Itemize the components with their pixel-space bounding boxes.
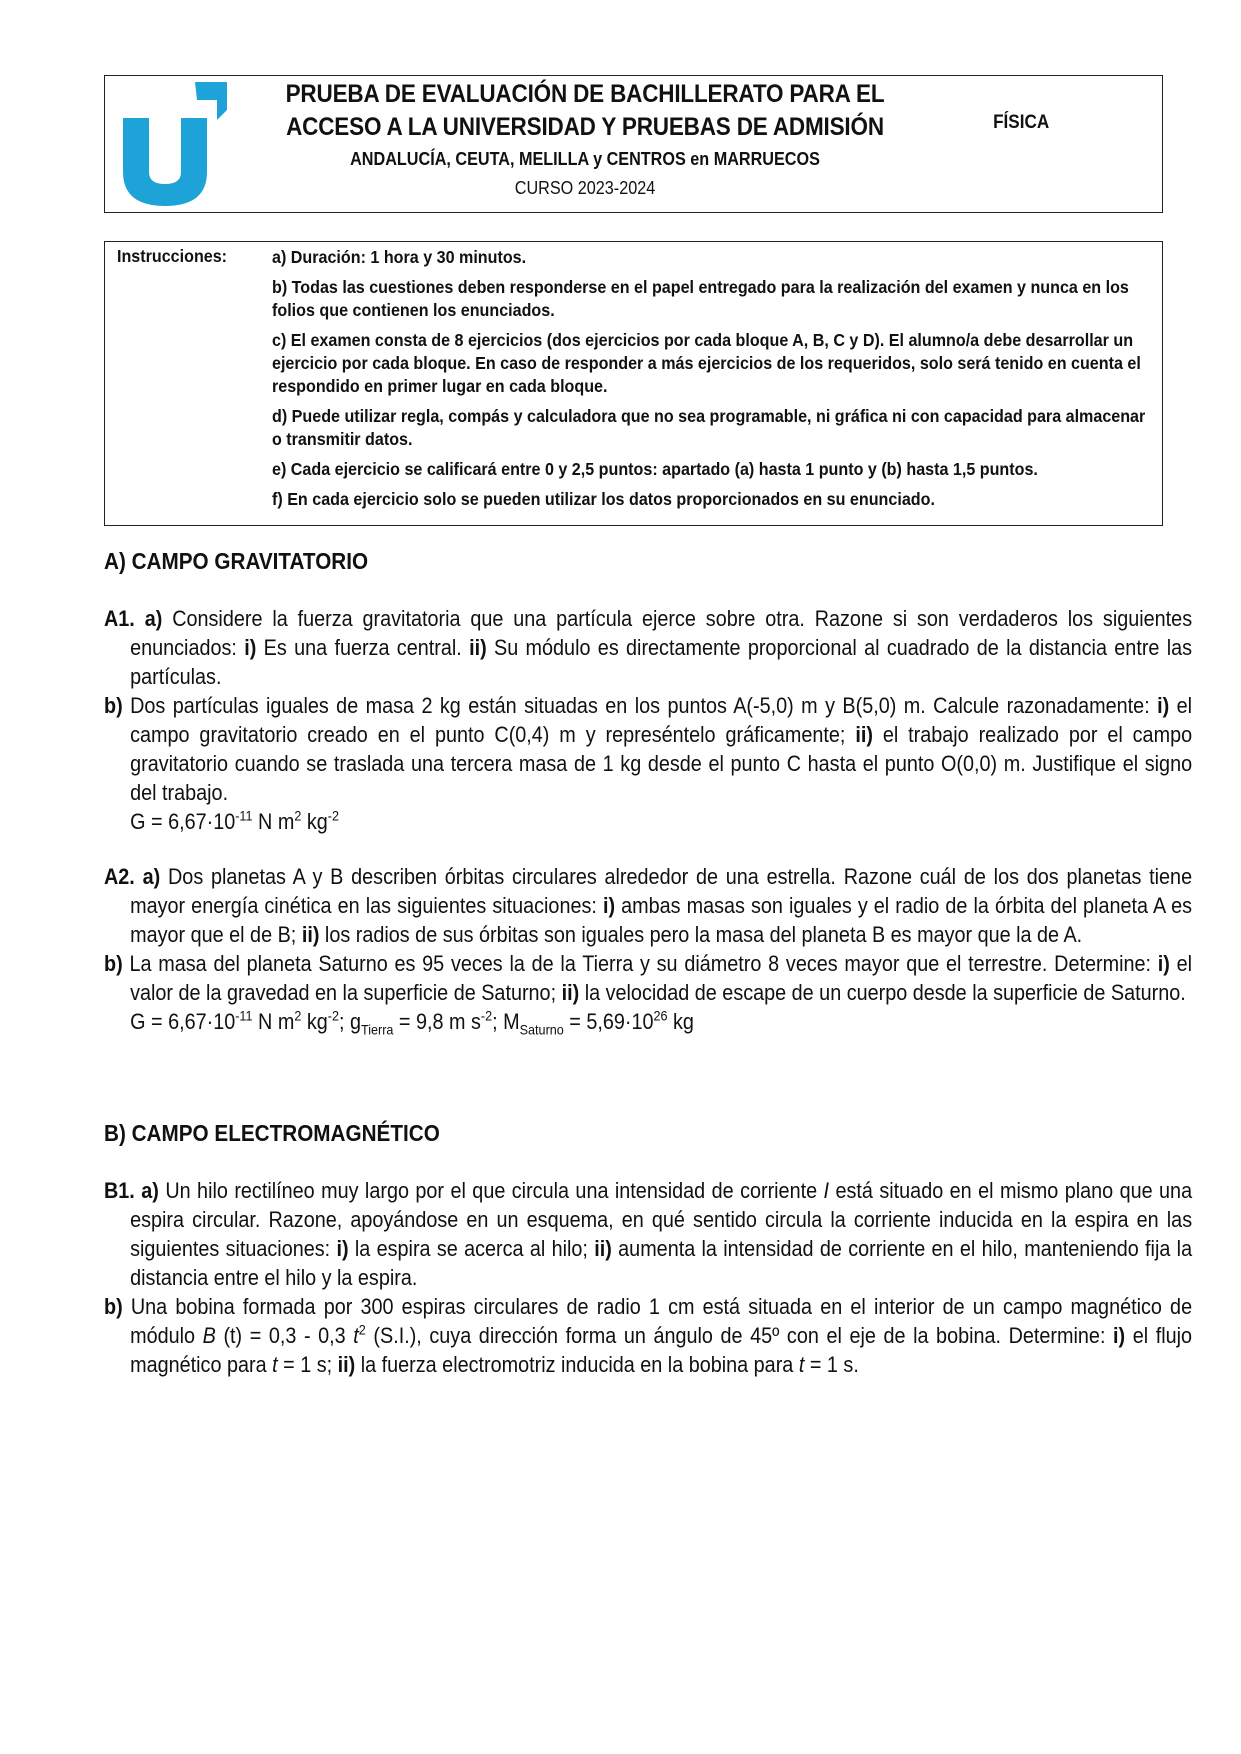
b1-part-a: [104, 1176, 1192, 1292]
part-label: a): [144, 606, 163, 631]
text: = 1 s.: [809, 1352, 859, 1377]
title-line-1: PRUEBA DE EVALUACIÓN DE BACHILLERATO PARA EL: [285, 80, 885, 108]
instruction-item: f) En cada ejercicio solo se pueden utilizar los datos proporcionados en su enunciado.: [272, 489, 935, 509]
instruction-item: b) Todas las cuestiones deben responderse en el papel entregado para la realización del examen y nunca en los folios que contienen los enunciados.: [272, 277, 1129, 320]
text: La masa del planeta Saturno es 95 veces la de la Tierra y su diámetro 8 veces mayor que el terrestre. Determine:: [129, 951, 1152, 976]
exponent: -11: [235, 1007, 253, 1024]
a1-part-b: [104, 691, 1192, 807]
a2-part-b: [104, 949, 1192, 1007]
sub-label: i): [336, 1236, 349, 1261]
sub-label: ii): [337, 1352, 356, 1377]
exponent: -2: [480, 1007, 493, 1024]
text: Dos partículas iguales de masa 2 kg están situadas en los puntos A(-5,0) m y B(5,0) m. Calcule razonadamente:: [130, 693, 1150, 718]
text: aumenta la intensidad de corriente en el hilo, manteniendo fija la distancia entre el hilo y la espira.: [130, 1236, 1193, 1290]
symbol: t: [353, 1323, 359, 1348]
symbol: t: [798, 1352, 805, 1377]
text: Es una fuerza central.: [263, 635, 462, 660]
exponent: 2: [358, 1321, 366, 1338]
text: kg: [301, 1009, 328, 1034]
symbol: I: [823, 1178, 830, 1203]
instructions-label: Instrucciones:: [117, 246, 228, 266]
text: el campo gravitatorio creado en el punto C(0,4) m y represéntelo gráficamente;: [130, 693, 1193, 747]
text: la espira se acerca al hilo;: [354, 1236, 588, 1261]
university-logo-icon: [113, 80, 233, 208]
part-label: a): [141, 1178, 159, 1203]
text: kg: [667, 1009, 694, 1034]
a2-part-a: [104, 862, 1192, 949]
text: kg: [301, 809, 328, 834]
exponent: -2: [327, 807, 339, 824]
text: G = 6,67·10: [130, 1009, 236, 1034]
sub-label: ii): [561, 980, 580, 1005]
text: el flujo magnético para: [130, 1323, 1193, 1377]
exercise-number: B1.: [104, 1178, 135, 1203]
sub-label: ii): [594, 1236, 612, 1261]
part-label: b): [104, 1294, 123, 1319]
text: Dos planetas A y B describen órbitas circulares alrededor de una estrella. Razone cuál de los dos planetas tiene mayor energía cinética en las siguientes situaciones:: [130, 864, 1193, 918]
symbol: B: [202, 1323, 216, 1348]
text: ambas masas son iguales y el radio de la órbita del planeta A es mayor que el de B;: [130, 893, 1193, 947]
instruction-item: d) Puede utilizar regla, compás y calculadora que no sea programable, ni gráfica ni con capacidad para almacenar o transmitir datos.: [272, 406, 1146, 449]
text: (t) = 0,3 - 0,3: [223, 1323, 346, 1348]
exercise-a1: [104, 604, 1193, 836]
text: está situado en el mismo plano que una espira circular. Razone, apoyándose en un esquema, en qué sentido circula la corriente inducida en la espira en las siguientes situaciones:: [130, 1178, 1193, 1261]
text: ; M: [492, 1009, 520, 1034]
instruction-item: e) Cada ejercicio se calificará entre 0 y 2,5 puntos: apartado (a) hasta 1 punto y (b) hasta 1,5 puntos.: [272, 459, 1038, 479]
instructions-list: [272, 246, 1152, 518]
section-b: [104, 1118, 1193, 1379]
text: el trabajo realizado por el campo gravitatorio cuando se traslada una tercera masa de 1 kg desde el punto C hasta el punto O(0,0) m. Justifique el signo del trabajo.: [130, 722, 1193, 805]
section-a-title: A) CAMPO GRAVITATORIO: [104, 548, 369, 574]
instruction-item: a) Duración: 1 hora y 30 minutos.: [272, 247, 527, 267]
exponent: -2: [327, 1007, 339, 1024]
text: Una bobina formada por 300 espiras circulares de radio 1 cm está situada en el interior de un campo magnético de módulo: [130, 1294, 1193, 1348]
instructions-box: [104, 241, 1163, 526]
text: N m: [252, 809, 295, 834]
sub-label: i): [602, 893, 616, 918]
subject-label: FÍSICA: [993, 112, 1050, 133]
section-a: [104, 546, 1193, 1038]
a1-constants: [104, 807, 1165, 836]
symbol: t: [272, 1352, 278, 1377]
text: = 1 s;: [283, 1352, 333, 1377]
text: el valor de la gravedad en la superficie de Saturno;: [130, 951, 1193, 1005]
sub-label: ii): [855, 722, 873, 747]
section-b-title: B) CAMPO ELECTROMAGNÉTICO: [104, 1120, 440, 1146]
text: los radios de sus órbitas son iguales pero la masa del planeta B es mayor que la de A.: [324, 922, 1083, 947]
text: G = 6,67·10: [130, 809, 236, 834]
exponent: 2: [294, 807, 302, 824]
exponent: -11: [235, 807, 253, 824]
subscript: Saturno: [519, 1021, 564, 1038]
text: la fuerza electromotriz inducida en la bobina para: [360, 1352, 794, 1377]
exam-header: [104, 75, 1163, 213]
title-line-2: ACCESO A LA UNIVERSIDAD Y PRUEBAS DE ADMISIÓN: [286, 113, 884, 141]
sub-label: i): [1157, 951, 1170, 976]
instruction-item: c) El examen consta de 8 ejercicios (dos ejercicios por cada bloque A, B, C y D). El alumno/a debe desarrollar un ejercicio por cada bloque. En caso de responder a más ejercicios de los requeridos, solo será tenido en cuenta el respondido en primer lugar en cada bloque.: [272, 330, 1141, 396]
text: = 9,8 m s: [393, 1009, 481, 1034]
sub-label: i): [1113, 1323, 1126, 1348]
part-label: b): [104, 951, 123, 976]
exponent: 2: [294, 1007, 302, 1024]
sub-label: ii): [301, 922, 320, 947]
subscript: Tierra: [360, 1021, 394, 1038]
text: la velocidad de escape de un cuerpo desde la superficie de Saturno.: [584, 980, 1186, 1005]
text: = 5,69·10: [563, 1009, 654, 1034]
text: N m: [252, 1009, 295, 1034]
text: ; g: [338, 1009, 361, 1034]
text: Considere la fuerza gravitatoria que una partícula ejerce sobre otra. Razone si son verdaderos los siguientes enunciados:: [130, 606, 1193, 660]
part-label: a): [142, 864, 161, 889]
region-subtitle: ANDALUCÍA, CEUTA, MELILLA y CENTROS en MARRUECOS: [350, 149, 820, 169]
exercise-b1: [104, 1176, 1193, 1379]
exercise-number: A2.: [104, 864, 135, 889]
course-label: CURSO 2023-2024: [514, 178, 656, 198]
text: Un hilo rectilíneo muy largo por el que circula una intensidad de corriente: [165, 1178, 818, 1203]
sub-label: i): [1157, 693, 1170, 718]
b1-part-b: [104, 1292, 1192, 1379]
sub-label: ii): [469, 635, 487, 660]
part-label: b): [104, 693, 123, 718]
exercise-number: A1.: [104, 606, 135, 631]
exercise-a2: [104, 862, 1193, 1038]
title-block: [235, 78, 935, 202]
a2-constants: [104, 1007, 1165, 1036]
sub-label: i): [244, 635, 257, 660]
text: (S.I.), cuya dirección forma un ángulo de 45º con el eje de la bobina. Determine:: [373, 1323, 1106, 1348]
text: Su módulo es directamente proporcional al cuadrado de la distancia entre las partículas.: [130, 635, 1193, 689]
exponent: 26: [653, 1007, 668, 1024]
a1-part-a: [104, 604, 1192, 691]
